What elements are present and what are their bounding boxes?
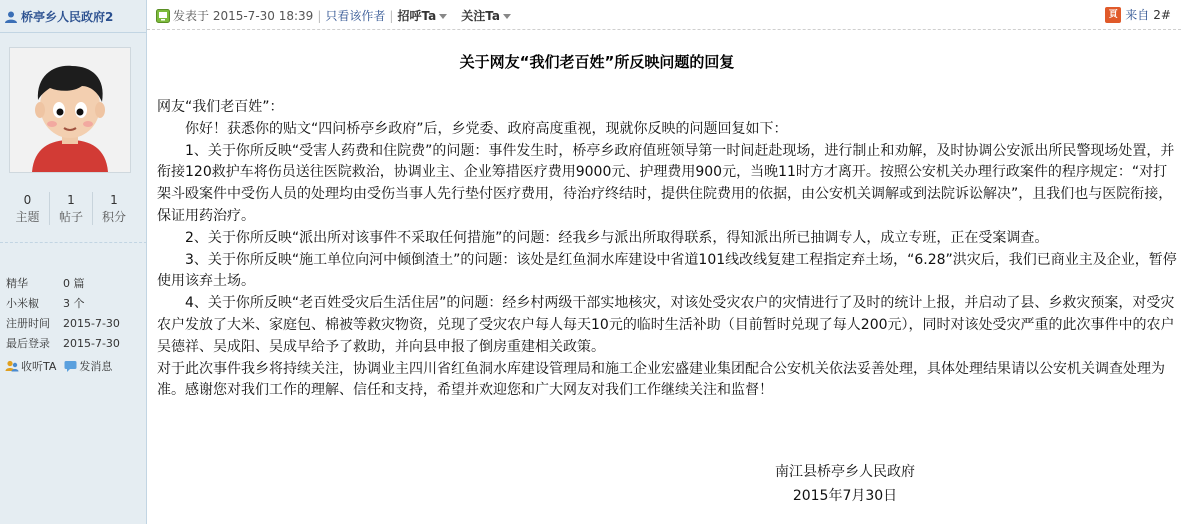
sidebar-divider [0,242,147,243]
info-value: 0 篇 [63,277,85,290]
post-time: 发表于 2015-7-30 18:39 [173,9,314,23]
author-actions [5,358,120,374]
info-key: 注册时间 [6,317,50,330]
post-content [157,44,1177,402]
stat-value: 0 [23,193,32,207]
floor-number[interactable]: 2# [1153,7,1171,22]
stat-label: 主题 [15,210,40,224]
author-header [4,8,113,25]
separator: | [389,8,394,23]
signature-block [745,460,945,508]
from-link[interactable]: 来自 [1125,8,1150,22]
stat-points[interactable] [92,192,135,225]
avatar[interactable] [9,47,131,173]
article-body [157,97,1177,402]
author-username[interactable]: 桥亭乡人民政府2 [21,10,114,24]
author-info [6,276,120,356]
post-header [147,0,1181,30]
mobile-client-icon: 頁 [1105,7,1121,23]
follow-ta-label: 关注Ta [461,9,500,23]
article-title: 关于网友“我们老百姓”所反映问题的回复 [459,53,735,71]
paragraph: 你好！获悉你的贴文“四问桥亭乡政府”后，乡党委、政府高度重视，现就你反映的问题回复如下： [185,120,788,137]
salutation: 网友“我们老百姓”： [157,99,284,115]
info-row [6,336,120,356]
avatar-image [10,48,130,172]
stat-value: 1 [110,193,118,207]
separator: | [317,8,322,23]
stat-topics[interactable] [6,192,49,225]
author-sidebar [0,0,147,524]
info-row [6,296,120,316]
user-icon [4,10,18,24]
info-key: 精华 [6,277,28,290]
info-row [6,276,120,296]
greet-label: 招呼Ta [397,9,437,23]
stat-value: 1 [67,193,75,207]
paragraph: 1、关于你所反映“受害人药费和住院费”的问题：事件发生时，桥亭乡政府值班领导第一时间赶赴现场，进行制止和劝解，及时协调公安派出所民警现场处置，并衔接120救护车将伤员送往医院救治，协调业主、企业筹措医疗费用9000元、护理费用900元，当晚11时方才离开。按照公安机关办理行政案件的程序规定：“对打架斗殴案件中受伤人员的处理均由受伤当事人先行垫付医疗费用，待治疗终结时，提供住院费用的依据，由公安机关调解或到法院诉讼解决”，且我们也与医院衔接，保证用药治疗。 [157,142,1175,224]
follow-button[interactable] [5,358,56,374]
info-value: 2015-7-30 [63,317,120,330]
chevron-down-icon [503,14,511,19]
chevron-down-icon [439,14,447,19]
info-key: 小米椒 [6,297,39,310]
stat-posts[interactable] [49,192,92,225]
info-row [6,316,120,336]
signature: 南江县桥亭乡人民政府 [775,464,915,480]
post-source [1105,6,1171,23]
signature-date: 2015年7月30日 [792,488,898,504]
online-status-icon [156,9,170,23]
sidebar-divider [0,32,147,33]
message-button[interactable] [64,358,112,374]
follow-dropdown[interactable] [461,7,511,24]
message-icon [64,360,77,372]
only-author-link[interactable]: 只看该作者 [325,9,386,23]
info-value: 3 个 [63,297,85,310]
post-meta [156,7,511,24]
greet-dropdown[interactable] [397,7,447,24]
paragraph: 4、关于你所反映“老百姓受灾后生活住居”的问题：经乡村两级干部实地核灾，对该处受灾农户的灾情进行了及时的统计上报，并启动了县、乡救灾预案，对受灾农户发放了大米、家庭包、棉被等救灾物资，兑现了受灾农户每人每天10元的临时生活补助（目前暂时兑现了每人200元），同时对该处受灾严重的此次事件中的农户吴德祥、吴成阳、吴成早给予了救助，并向县申报了倒房重建相关政策。 [157,295,1175,355]
author-stats [0,192,147,225]
info-value: 2015-7-30 [63,337,120,350]
follow-label: 收听TA [21,360,57,373]
closing-paragraph: 对于此次事件我乡将持续关注，协调业主四川省红鱼洞水库建设管理局和施工企业宏盛建业集团配合公安机关依法妥善处理，具体处理结果请以公安机关调查处理为准。感谢您对我们工作的理解、信任和支持，希望并欢迎您和广大网友对我们工作继续关注和监督！ [157,360,1165,399]
stat-label: 帖子 [58,210,83,224]
message-label: 发消息 [79,360,113,373]
paragraph: 2、关于你所反映“派出所对该事件不采取任何措施”的问题：经我乡与派出所取得联系，得知派出所已抽调专人，成立专班，正在受案调查。 [185,229,1049,246]
paragraph: 3、关于你所反映“施工单位向河中倾倒渣土”的问题：该处是红鱼洞水库建设中省道101线改线复建工程指定弃土场，“6.28”洪灾后，我们已商业主及企业，暂停使用该弃土场。 [157,251,1177,290]
info-key: 最后登录 [6,337,50,350]
follow-icon [5,360,19,372]
stat-label: 积分 [101,210,126,224]
